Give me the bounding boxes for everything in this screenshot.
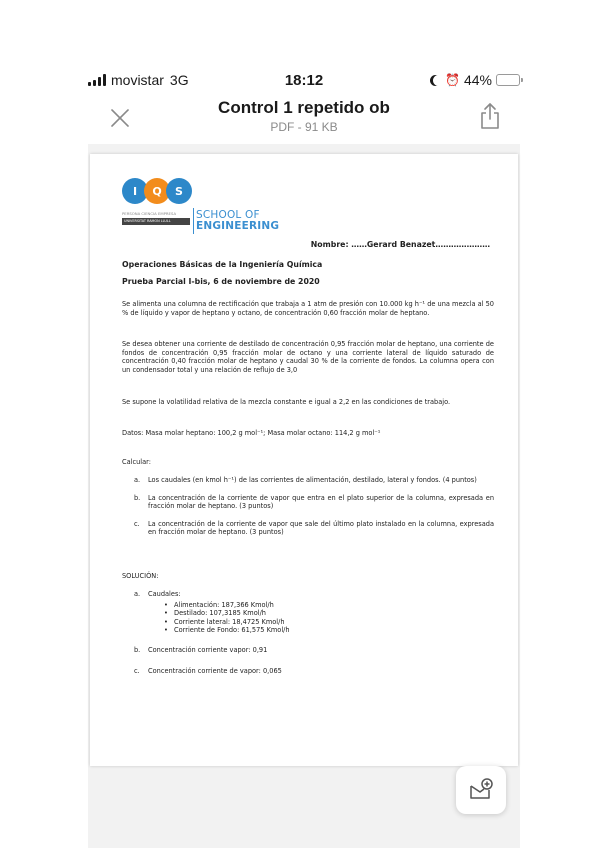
- iqs-logo: [122, 178, 282, 234]
- logo-school-of: SCHOOL OF: [196, 209, 260, 221]
- share-button[interactable]: [478, 102, 502, 130]
- logo-letter-q: Q: [144, 178, 170, 204]
- item-text: Concentración corriente de vapor: 0,065: [148, 666, 282, 675]
- list-item: [134, 667, 494, 676]
- paragraph-4: Datos: Masa molar heptano: 100,2 g mol⁻¹; Masa molar octano: 114,2 g mol⁻¹: [122, 429, 381, 437]
- bullet-item: • Corriente lateral: 18,4725 Kmol/h: [162, 618, 494, 627]
- list-item: [134, 520, 494, 537]
- alarm-icon: ⏰: [445, 73, 460, 87]
- item-text: Concentración corriente vapor: 0,91: [148, 645, 268, 654]
- logo-divider: [193, 208, 194, 234]
- exam-title: Prueba Parcial I-bis, 6 de noviembre de 2020: [122, 277, 320, 286]
- list-item: [134, 590, 494, 635]
- pdf-page: [90, 154, 518, 766]
- list-item: [134, 494, 494, 511]
- item-text: La concentración de la corriente de vapor que entra en el plato superior de la columna, expresada en fracción molar de heptano. (3 puntos): [148, 493, 494, 511]
- item-label: a.: [134, 476, 141, 484]
- status-time: 18:12: [284, 72, 324, 89]
- markup-icon: [468, 778, 494, 802]
- pdf-viewer[interactable]: [88, 144, 520, 848]
- course-title: Operaciones Básicas de la Ingeniería Química: [122, 260, 323, 269]
- status-right: [430, 72, 520, 88]
- item-label: a.: [134, 590, 141, 598]
- solucion-list: [134, 590, 494, 684]
- do-not-disturb-icon: [433, 75, 444, 86]
- paragraph-2: Se desea obtener una corriente de destilado de concentración 0,95 fracción molar de heptano, una corriente de fondos de concentración 0,95 fracción molar de octano y una corriente lateral de líquido saturado de concentración 0,40 fracción molar de heptano y caudal 30 % de la corriente de fondos. La columna opera con un condensador total y una relación de reflujo de 3,0: [122, 340, 494, 374]
- markup-button[interactable]: [456, 766, 506, 814]
- item-text: Los caudales (en kmol h⁻¹) de las corrientes de alimentación, destilado, lateral y fondos. (4 puntos): [148, 476, 477, 484]
- document-size: PDF - 91 KB: [270, 120, 338, 134]
- item-label: b.: [134, 645, 141, 654]
- paragraph-3: Se supone la volatilidad relativa de la mezcla constante e igual a 2,2 en las condiciones de trabajo.: [122, 398, 451, 406]
- calcular-list: [134, 476, 494, 546]
- item-text: La concentración de la corriente de vapor que sale del último plato instalado en la columna, expresada en fracción molar de heptano. (3 puntos): [148, 519, 494, 537]
- network-type: 3G: [169, 72, 189, 88]
- logo-university: UNIVERSITAT RAMON LLULL: [122, 218, 190, 225]
- item-label: c.: [134, 666, 140, 675]
- carrier-name: movistar: [111, 72, 164, 88]
- paragraph-1: Se alimenta una columna de rectificación que trabaja a 1 atm de presión con 10.000 kg h⁻¹ de una mezcla al 50 % de líquido y vapor de heptano y octano, de concentración 0,60 fracción molar de heptano.: [122, 300, 494, 317]
- solucion-label: SOLUCIÓN:: [122, 572, 159, 580]
- list-item: [134, 646, 494, 655]
- list-item: [134, 476, 494, 485]
- logo-letter-i: I: [122, 178, 148, 204]
- caudales-bullets: [162, 601, 494, 635]
- share-icon: [478, 102, 502, 130]
- logo-letter-s: S: [166, 178, 192, 204]
- logo-tagline: PERSONA CIENCIA EMPRESA: [122, 211, 177, 216]
- document-title: Control 1 repetido ob: [218, 98, 390, 117]
- bullet-item: • Destilado: 107,3185 Kmol/h: [162, 609, 494, 618]
- bullet-item: • Alimentación: 187,366 Kmol/h: [162, 601, 494, 610]
- bullet-item: • Corriente de Fondo: 61,575 Kmol/h: [162, 626, 494, 635]
- viewer-header: [88, 98, 520, 144]
- item-label: b.: [134, 493, 141, 502]
- item-text: Caudales:: [148, 590, 181, 598]
- item-label: c.: [134, 519, 140, 528]
- student-name: Nombre: ……Gerard Benazet…………………: [310, 240, 490, 249]
- battery-percent: 44%: [463, 72, 492, 88]
- status-bar: [88, 70, 520, 94]
- battery-icon: [496, 74, 520, 86]
- calcular-label: Calcular:: [122, 458, 151, 466]
- logo-engineering: ENGINEERING: [196, 220, 280, 232]
